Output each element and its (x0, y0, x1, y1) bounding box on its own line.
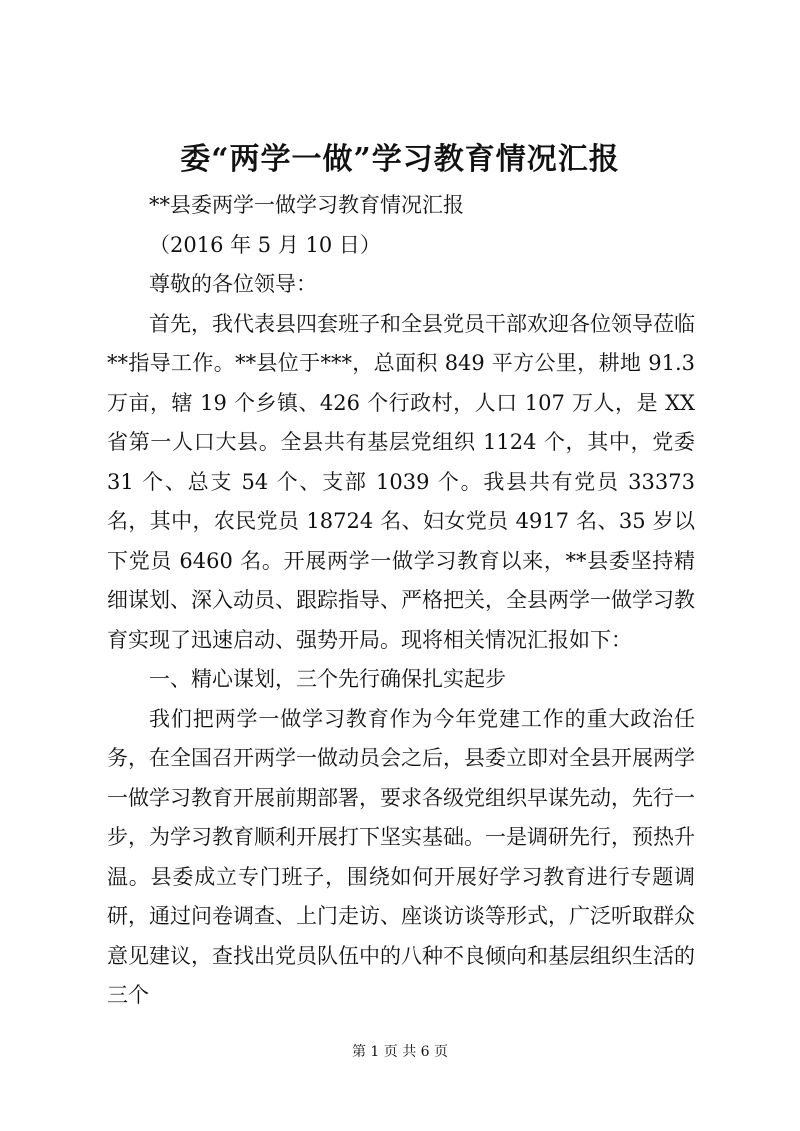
document-salutation: 尊敬的各位领导： (149, 272, 317, 296)
document-subtitle: **县委两学一做学习教育情况汇报 (149, 193, 464, 217)
document-date: （2016 年 5 月 10 日） (149, 232, 381, 257)
document-body (107, 186, 695, 1016)
paragraph-intro: 首先，我代表县四套班子和全县党员干部欢迎各位领导莅临**指导工作。**县位于***，总面积 849 平方公里，耕地 91.3 万亩，辖 19 个乡镇、426 个行政村，人口 107 万人，是 XX 省第一人口大县。全县共有基层党组织 1124 个，其中，党委 31 个、总支 54 个、支部 1039 个。我县共有党员 33373 名，其中，农民党员 18724 名、妇女党员 4917 名、35 岁以下党员 6460 名。开展两学一做学习教育以来，**县委坚持精细谋划、深入动员、跟踪指导、严格把关，全县两学一做学习教育实现了迅速启动、强势开局。现将相关情况汇报如下： (107, 311, 695, 652)
paragraph-section-1: 我们把两学一做学习教育作为今年党建工作的重大政治任务，在全国召开两学一做动员会之后，县委立即对全县开展两学一做学习教育开展前期部署，要求各级党组织早谋先动，先行一步，为学习教育顺利开展打下坚实基础。一是调研先行，预热升温。县委成立专门班子，围绕如何开展好学习教育进行专题调研，通过问卷调查、上门走访、座谈访谈等形式，广泛听取群众意见建议，查找出党员队伍中的八种不良倾向和基层组织生活的三个 (107, 706, 695, 1007)
section-heading-1: 一、精心谋划，三个先行确保扎实起步 (149, 667, 506, 691)
document-title: 委“两学一做”学习教育情况汇报 (180, 142, 620, 177)
page-footer: 第 1 页 共 6 页 (351, 1044, 449, 1060)
